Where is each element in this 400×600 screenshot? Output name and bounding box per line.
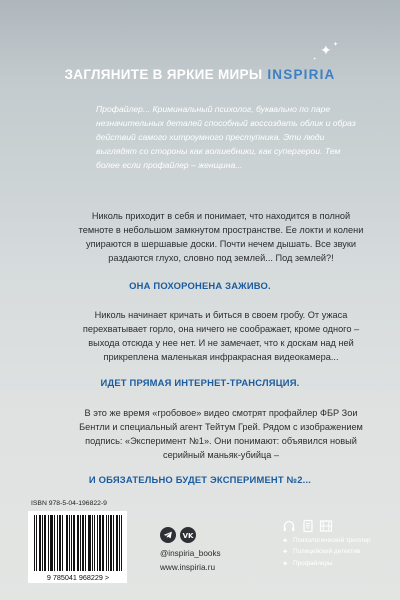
- category-label: Полицейский детектив: [293, 548, 361, 556]
- sparkle-small-icon: ✦: [333, 41, 339, 48]
- section-1-body: Николь приходит в себя и понимает, что находится в полной темноте в небольшом замкнутом пространстве. Ее локти и колени упираются в шершавые доски. Почти нечем дышать. Все звуки раздаются глухо, словно под землей... Под землей?!: [78, 211, 364, 263]
- film-icon: [319, 519, 333, 533]
- section-2-body: Николь начинает кричать и биться в своем гробу. От ужаса перехватывает горло, она ничего не соображает, кроме одного – выхода отсюда у нее нет. И не замечает, что к доскам над ней прикреплена маленькая инфракрасная видеокамера...: [82, 310, 360, 362]
- ebook-icon: [301, 519, 315, 533]
- svg-text:VK: VK: [182, 532, 194, 540]
- instagram-handle[interactable]: @inspiria_books: [160, 549, 221, 558]
- promo-headline: [0, 67, 400, 82]
- barcode-digits: 9 785041 968229 >: [46, 573, 110, 582]
- section-3-emphasis: И ОБЯЗАТЕЛЬНО БУДЕТ ЭКСПЕРИМЕНТ №2...: [88, 474, 312, 485]
- section-1-emphasis: ОНА ПОХОРОНЕНА ЗАЖИВО.: [129, 280, 271, 291]
- genre-categories: [282, 537, 382, 571]
- headphones-icon: [282, 519, 296, 533]
- category-item: [282, 537, 382, 544]
- category-item: [282, 560, 382, 567]
- sparkle-bullet-icon: ✦: [282, 547, 289, 557]
- isbn-number: ISBN 978-5-04-196822-9: [31, 500, 107, 507]
- telegram-icon[interactable]: [160, 527, 176, 543]
- website-link[interactable]: www.inspiria.ru: [160, 563, 216, 572]
- sparkle-bullet-icon: ✦: [282, 558, 289, 568]
- intro-quote: Профайлер... Криминальный психолог, буквально по паре незначительных деталей способный воссоздать облик и образ действий самого хитроумного преступника. Эти люди выглядят со стороны как волшебники, как супергерои. Тем более если профайлер – женщина...: [96, 104, 356, 170]
- category-item: [282, 548, 382, 555]
- sparkle-bullet-icon: ✦: [282, 536, 289, 545]
- barcode: [28, 511, 127, 583]
- category-label: Профайлеры: [293, 559, 333, 567]
- sparkle-tiny-icon: ✦: [313, 56, 317, 61]
- category-label: Психологический триллер: [293, 537, 371, 544]
- headline-text: ЗАГЛЯНИТЕ В ЯРКИЕ МИРЫ: [64, 67, 263, 82]
- sparkle-icon: ✦: [320, 43, 332, 59]
- vk-icon[interactable]: [180, 527, 196, 543]
- section-3-body: В это же время «гробовое» видео смотрят профайлер ФБР Зои Бентли и специальный агент Тейтум Грей. Рядом с изображением подпись: «Эксперимент №1». Они понимают: объявился новый серийный маньяк-убийца –: [79, 408, 363, 460]
- section-2-emphasis: ИДЕТ ПРЯМАЯ ИНТЕРНЕТ-ТРАНСЛЯЦИЯ.: [100, 377, 300, 388]
- brand-name: INSPIRIA: [267, 67, 336, 82]
